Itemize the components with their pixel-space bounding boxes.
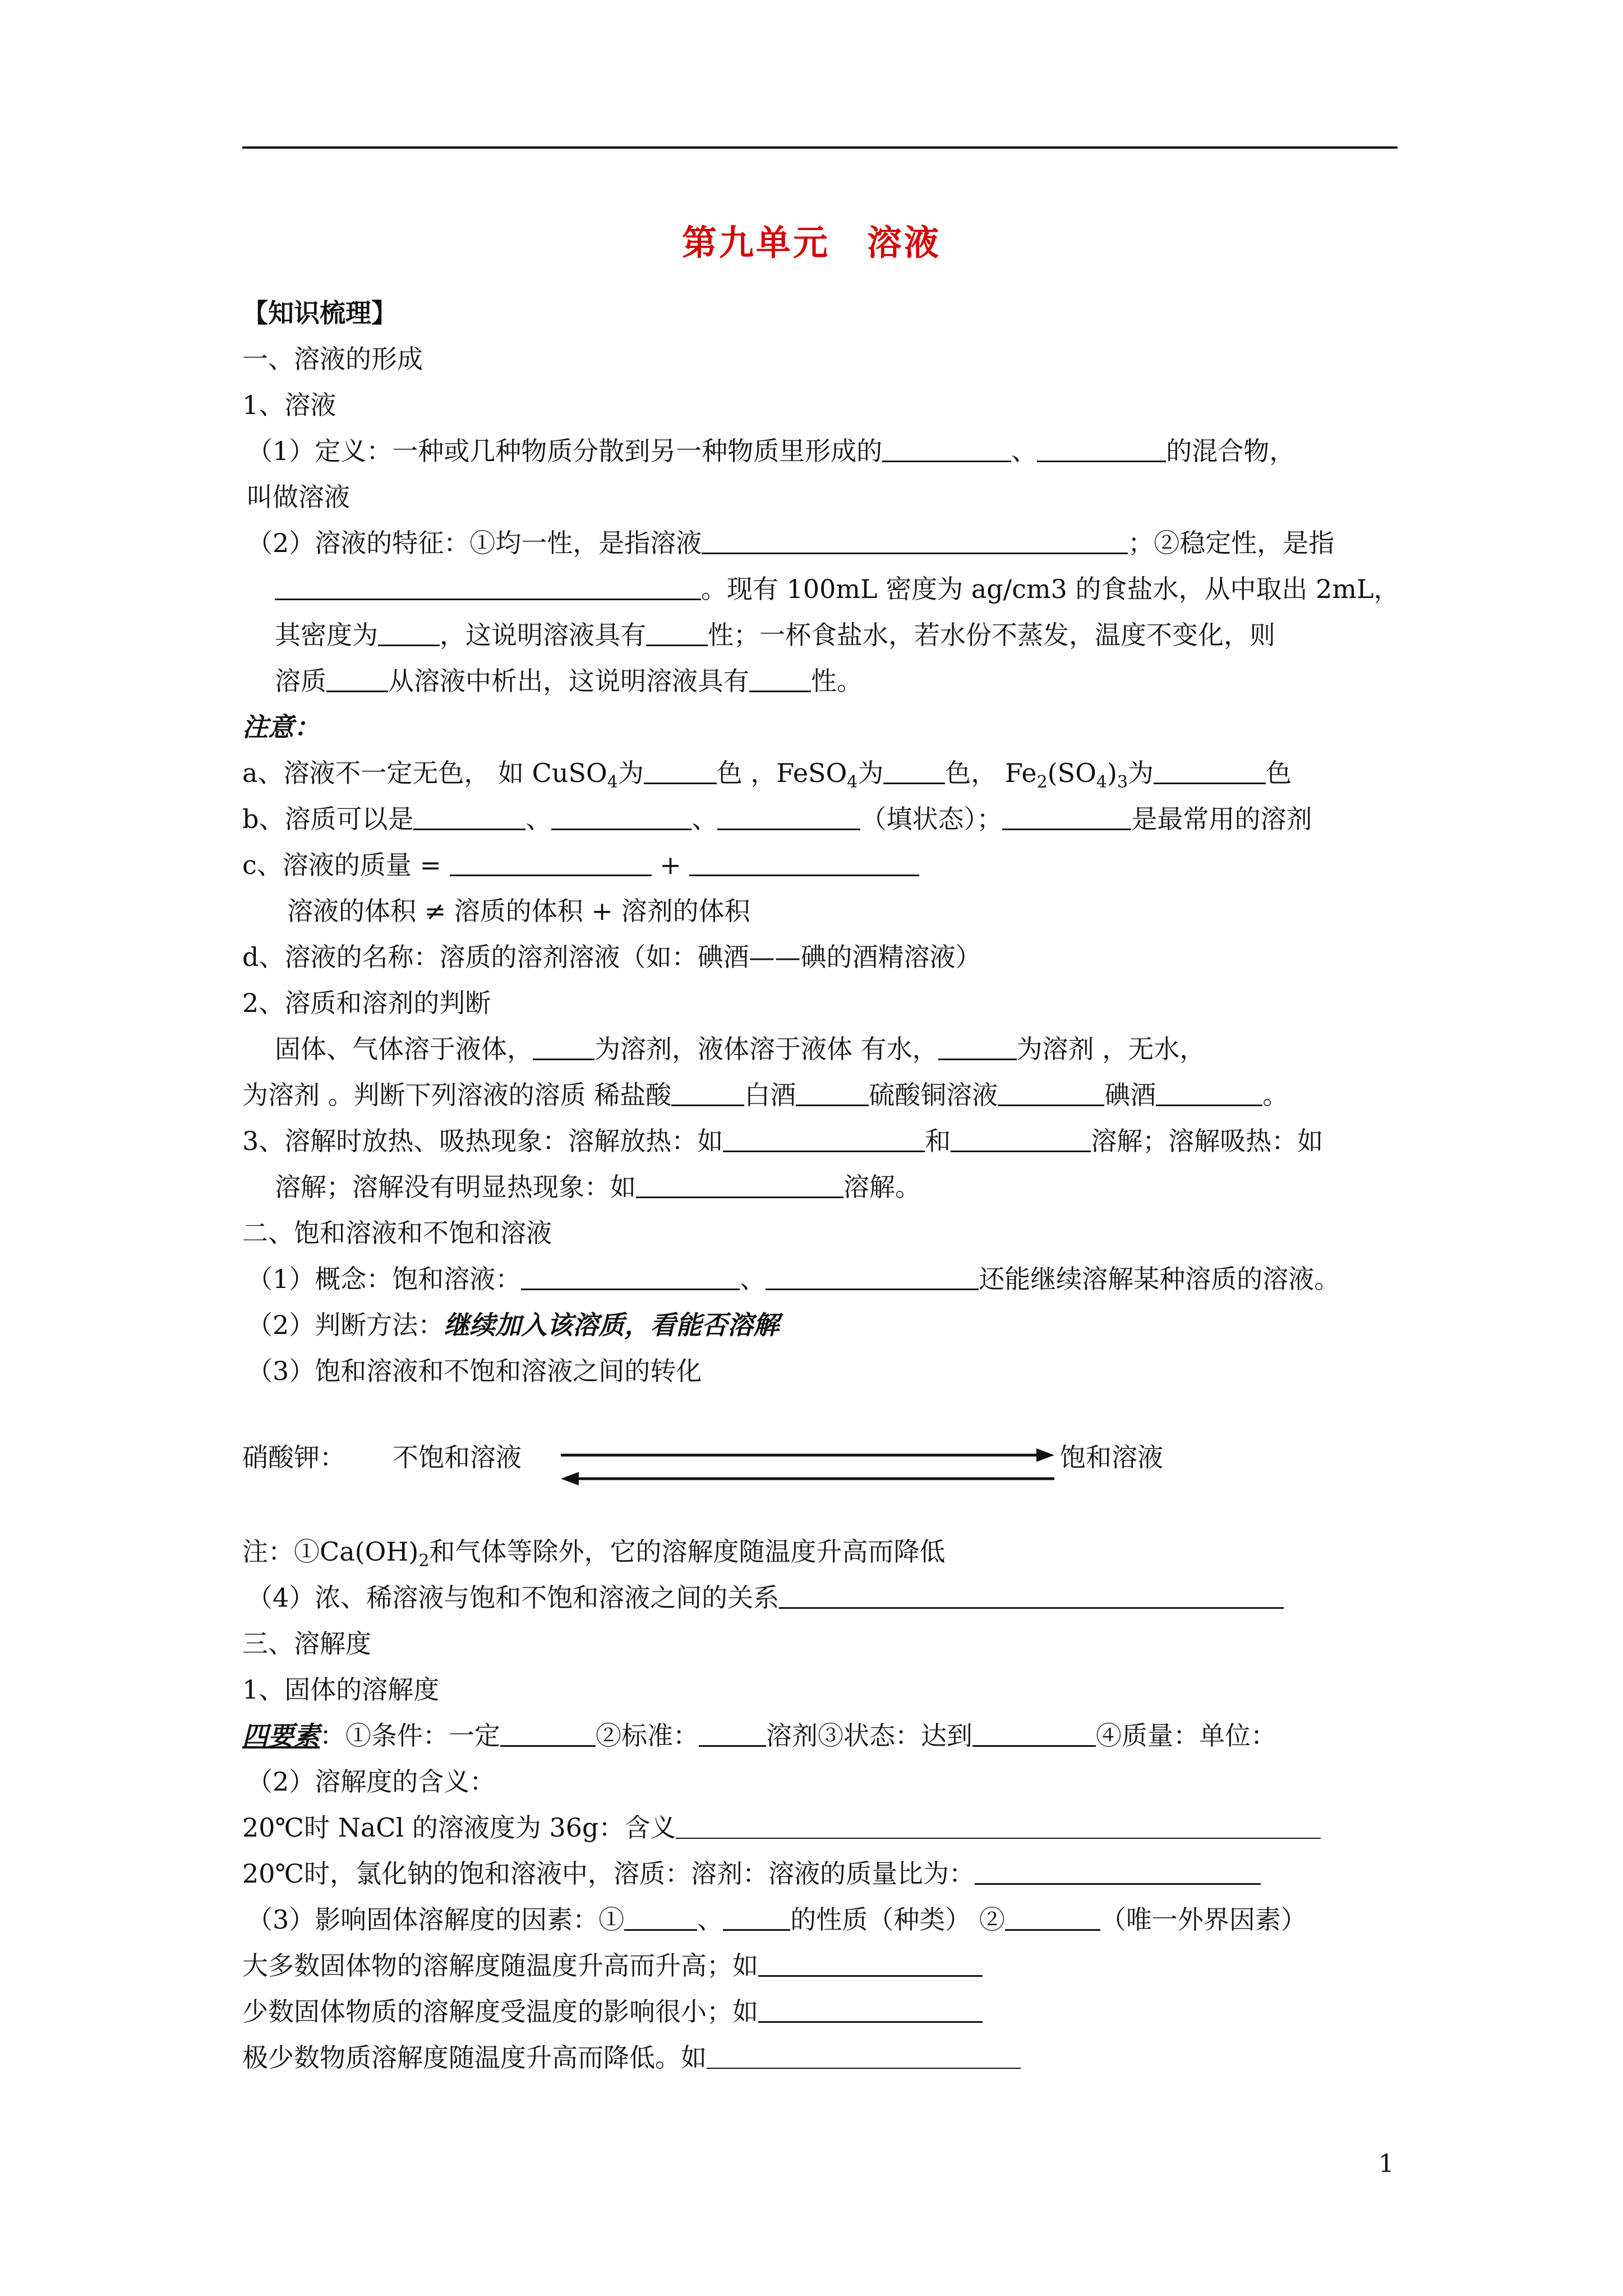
blank[interactable] — [758, 1998, 983, 2023]
concept-line: （1）概念：饱和溶液： 、 还能继续溶解某种溶质的溶液。 — [247, 1264, 1340, 1294]
blank[interactable] — [1002, 805, 1131, 830]
feature-line-2: 。现有 100mL 密度为 ag/cm3 的食盐水，从中取出 2mL， — [275, 572, 1400, 606]
heading-1-2: 2、溶质和溶剂的判断 — [242, 988, 491, 1018]
note-2: 注：$①Ca(OH)_2$和气体等除外，它的溶解度随温度升高而降低 — [242, 1536, 946, 1571]
conversion-arrows — [561, 1447, 1054, 1487]
heading-3-1: 1、固体的溶解度 — [242, 1674, 440, 1705]
blank[interactable] — [998, 1081, 1104, 1106]
note-c: c、溶液的质量 = + — [242, 848, 919, 882]
page-title: 第九单元 溶液 — [681, 222, 941, 263]
blank[interactable] — [717, 805, 860, 830]
blank[interactable] — [551, 805, 691, 830]
blank[interactable] — [676, 1814, 1321, 1839]
blank[interactable] — [671, 1081, 744, 1106]
trend-line-2: 少数固体物质的溶解度受温度的影响很小；如 — [242, 1995, 983, 2028]
blank[interactable] — [723, 1127, 925, 1152]
judge-line-2: 为溶剂 。判断下列溶液的溶质 稀盐酸 白酒 硫酸铜溶液 碘酒 。 — [242, 1080, 1289, 1110]
heading-1-1: 1、溶液 — [242, 390, 336, 420]
blank[interactable] — [450, 851, 652, 876]
conversion-line: （3）饱和溶液和不饱和溶液之间的转化 — [247, 1356, 702, 1386]
method-line: （2）判断方法：继续加入该溶质，看能否溶解 — [247, 1310, 780, 1340]
feature-line-4: 溶质 从溶液中析出，这说明溶液具有 性。 — [275, 666, 863, 696]
blank[interactable] — [707, 2044, 1021, 2069]
blank[interactable] — [624, 1906, 697, 1931]
judge-line-1: 固体、气体溶于液体， 为溶剂，液体溶于液体 有水， 为溶剂 ，无水， — [275, 1034, 1206, 1064]
blank[interactable] — [951, 1127, 1091, 1152]
blank[interactable] — [275, 575, 701, 600]
blank[interactable] — [1156, 1081, 1262, 1106]
feature-line-1: （2）溶液的特征：①均一性，是指溶液 ；②稳定性，是指 — [247, 528, 1335, 558]
definition-line: （1）定义：一种或几种物质分散到另一种物质里形成的 、 的混合物， — [247, 436, 1295, 466]
blank[interactable] — [883, 759, 945, 784]
mass-ratio-line: 20℃时，氯化钠的饱和溶液中，溶质：溶剂：溶液的质量比为： — [242, 1857, 1261, 1890]
heat-line-1: 3、溶解时放热、吸热现象：溶解放热：如 和 溶解；溶解吸热：如 — [242, 1126, 1324, 1156]
blank[interactable] — [646, 621, 708, 646]
saturated-label: 饱和溶液 — [1060, 1442, 1163, 1473]
blank[interactable] — [533, 1035, 594, 1060]
blank[interactable] — [779, 1584, 1284, 1609]
nacl-meaning-line: 20℃时 NaCl 的溶液度为 36g：含义 — [242, 1811, 1321, 1844]
blank[interactable] — [326, 667, 388, 692]
blank[interactable] — [1037, 437, 1166, 462]
relation-line: （4）浓、稀溶液与饱和不饱和溶液之间的关系 — [247, 1581, 1284, 1614]
blank[interactable] — [702, 529, 1128, 554]
blank[interactable] — [796, 1081, 869, 1106]
meaning-heading: （2）溶解度的含义： — [247, 1766, 496, 1797]
blank[interactable] — [689, 851, 919, 876]
blank[interactable] — [521, 1265, 740, 1290]
blank[interactable] — [882, 437, 1011, 462]
unsaturated-label: 不饱和溶液 — [393, 1442, 522, 1473]
blank[interactable] — [413, 805, 525, 830]
blank[interactable] — [723, 1906, 790, 1931]
feature-line-3: 其密度为 ，这说明溶液具有 性；一杯食盐水，若水份不蒸发，温度不变化，则 — [275, 620, 1275, 650]
heading-3: 三、溶解度 — [242, 1628, 371, 1659]
blank[interactable] — [975, 1860, 1261, 1885]
note-d: d、溶液的名称：溶质的溶剂溶液（如：碘酒——碘的酒精溶液） — [242, 942, 981, 972]
blank[interactable] — [1154, 759, 1266, 784]
section-knowledge: 【知识梳理】 — [242, 298, 397, 328]
blank[interactable] — [766, 1265, 979, 1290]
blank[interactable] — [972, 1722, 1096, 1747]
note-c-volume: 溶液的体积 ≠ 溶质的体积 + 溶剂的体积 — [287, 896, 750, 926]
note-heading: 注意： — [242, 712, 320, 742]
trend-line-3: 极少数物质溶解度随温度升高而降低。如 — [242, 2041, 1021, 2074]
definition-cont: 叫做溶液 — [247, 482, 350, 512]
heat-line-2: 溶解；溶解没有明显热现象：如 溶解。 — [275, 1172, 921, 1202]
blank[interactable] — [758, 1952, 983, 1977]
note-a: a、溶液不一定无色， 如 CuSO$_4$为 色 ，FeSO$_4$为 色， $Fe_2(SO_4)_3$为 色 — [242, 758, 1292, 792]
blank[interactable] — [699, 1722, 766, 1747]
blank[interactable] — [636, 1173, 843, 1198]
blank[interactable] — [644, 759, 717, 784]
kno3-label: 硝酸钾： — [242, 1442, 345, 1473]
header-rule — [242, 146, 1398, 149]
four-elements-line: 四要素：①条件：一定 ②标准： 溶剂③状态：达到 ④质量：单位： — [242, 1720, 1276, 1751]
blank[interactable] — [938, 1035, 1017, 1060]
trend-line-1: 大多数固体物的溶解度随温度升高而升高；如 — [242, 1949, 983, 1982]
heading-2: 二、饱和溶液和不饱和溶液 — [242, 1218, 552, 1248]
blank[interactable] — [1005, 1906, 1100, 1931]
blank[interactable] — [500, 1722, 596, 1747]
factors-line: （3）影响固体溶解度的因素：① 、 的性质（种类） ② （唯一外界因素） — [247, 1904, 1307, 1935]
blank[interactable] — [749, 667, 811, 692]
page-number: 1 — [1378, 2150, 1394, 2178]
blank[interactable] — [378, 621, 440, 646]
heading-1: 一、溶液的形成 — [242, 344, 423, 374]
note-b: b、溶质可以是 、 、 （填状态）； 是最常用的溶剂 — [242, 804, 1312, 834]
